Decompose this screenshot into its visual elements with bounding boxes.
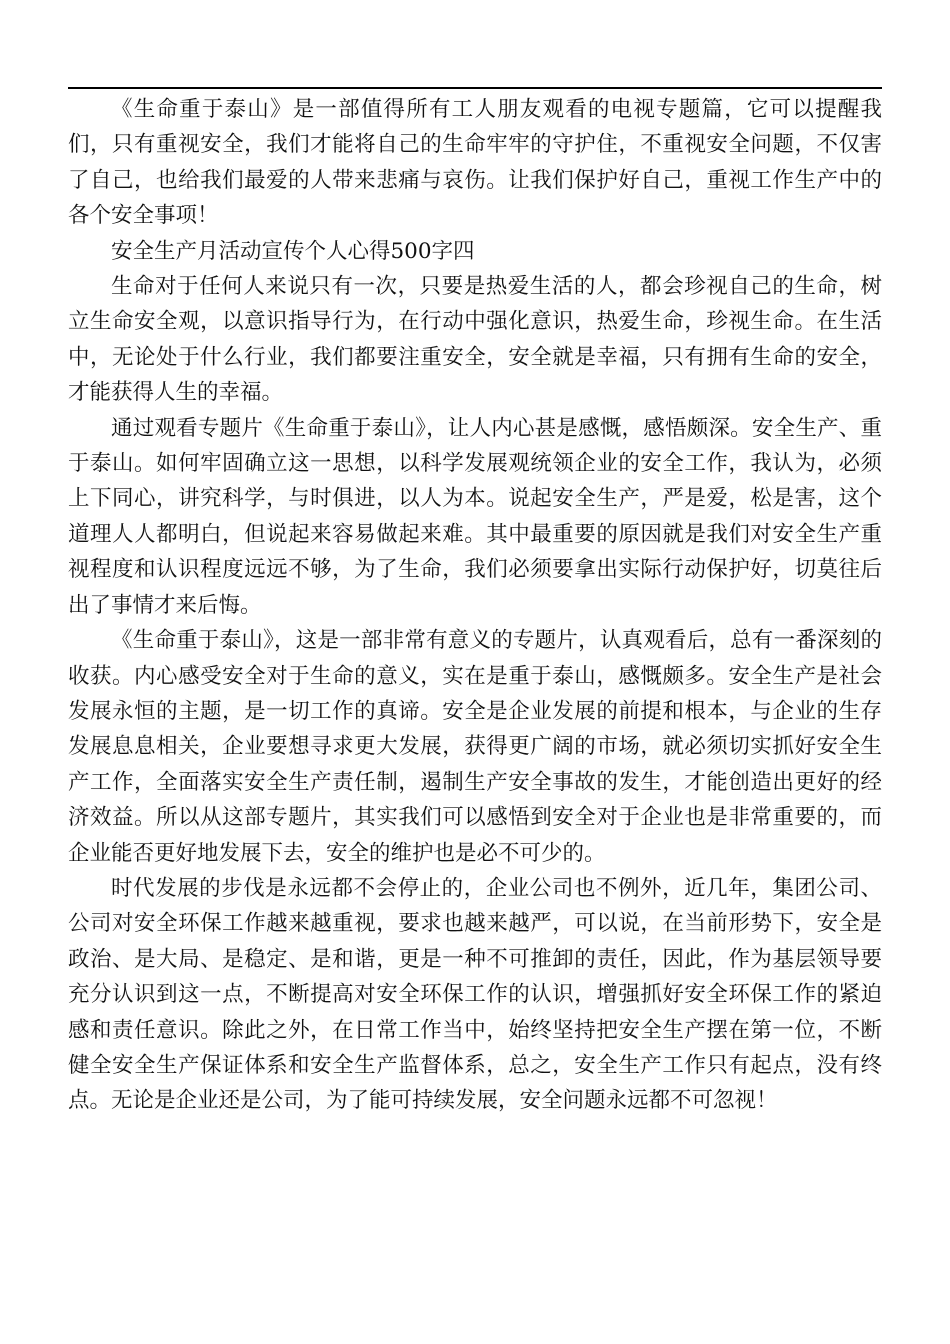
paragraph-life-once: 生命对于任何人来说只有一次，只要是热爱生活的人，都会珍视自己的生命，树立生命安全观，以意识指导行为，在行动中强化意识，热爱生命，珍视生命。在生活中，无论处于什么行业，我们都要注重安全，安全就是幸福，只有拥有生命的安全，才能获得人生的幸福。 — [68, 274, 882, 406]
section-heading: 安全生产月活动宣传个人心得500字四 — [111, 238, 475, 264]
paragraph-era-development: 时代发展的步伐是永远都不会停止的，企业公司也不例外，近几年，集团公司、公司对安全环保工作越来越重视，要求也越来越严，可以说，在当前形势下，安全是政治、是大局、是稳定、是和谐，更是一种不可推卸的责任，因此，作为基层领导要充分认识到这一点，不断提高对安全环保工作的认识，增强抓好安全环保工作的紧迫感和责任意识。除此之外，在日常工作当中，始终坚持把安全生产摆在第一位，不断健全安全生产保证体系和安全生产监督体系，总之，安全生产工作只有起点，没有终点。无论是企业还是公司，为了能可持续发展，安全问题永远都不可忽视！ — [68, 875, 882, 1114]
header-rule — [68, 87, 882, 89]
paragraph-intro: 《生命重于泰山》是一部值得所有工人朋友观看的电视专题篇，它可以提醒我们，只有重视安全，我们才能将自己的生命牢牢的守护住，不重视安全问题，不仅害了自己，也给我们最爱的人带来悲痛与哀伤。让我们保护好自己，重视工作生产中的各个安全事项！ — [68, 97, 882, 229]
document-body — [68, 92, 882, 1119]
paragraph-watching-film: 通过观看专题片《生命重于泰山》，让人内心甚是感慨，感悟颇深。安全生产、重于泰山。如何牢固确立这一思想，以科学发展观统领企业的安全工作，我认为，必须上下同心，讲究科学，与时俱进，以人为本。说起安全生产，严是爱，松是害，这个道理人人都明白，但说起来容易做起来难。其中最重要的原因就是我们对安全生产重视程度和认识程度远远不够，为了生命，我们必须要拿出实际行动保护好，切莫往后出了事情才来后悔。 — [68, 415, 882, 618]
paragraph-meaningful-film: 《生命重于泰山》，这是一部非常有意义的专题片，认真观看后，总有一番深刻的收获。内心感受安全对于生命的意义，实在是重于泰山，感慨颇多。安全生产是社会发展永恒的主题，是一切工作的真谛。安全是企业发展的前提和根本，与企业的生存发展息息相关，企业要想寻求更大发展，获得更广阔的市场，就必须切实抓好安全生产工作，全面落实安全生产责任制，遏制生产安全事故的发生，才能创造出更好的经济效益。所以从这部专题片，其实我们可以感悟到安全对于企业也是非常重要的，而企业能否更好地发展下去，安全的维护也是必不可少的。 — [68, 628, 882, 866]
